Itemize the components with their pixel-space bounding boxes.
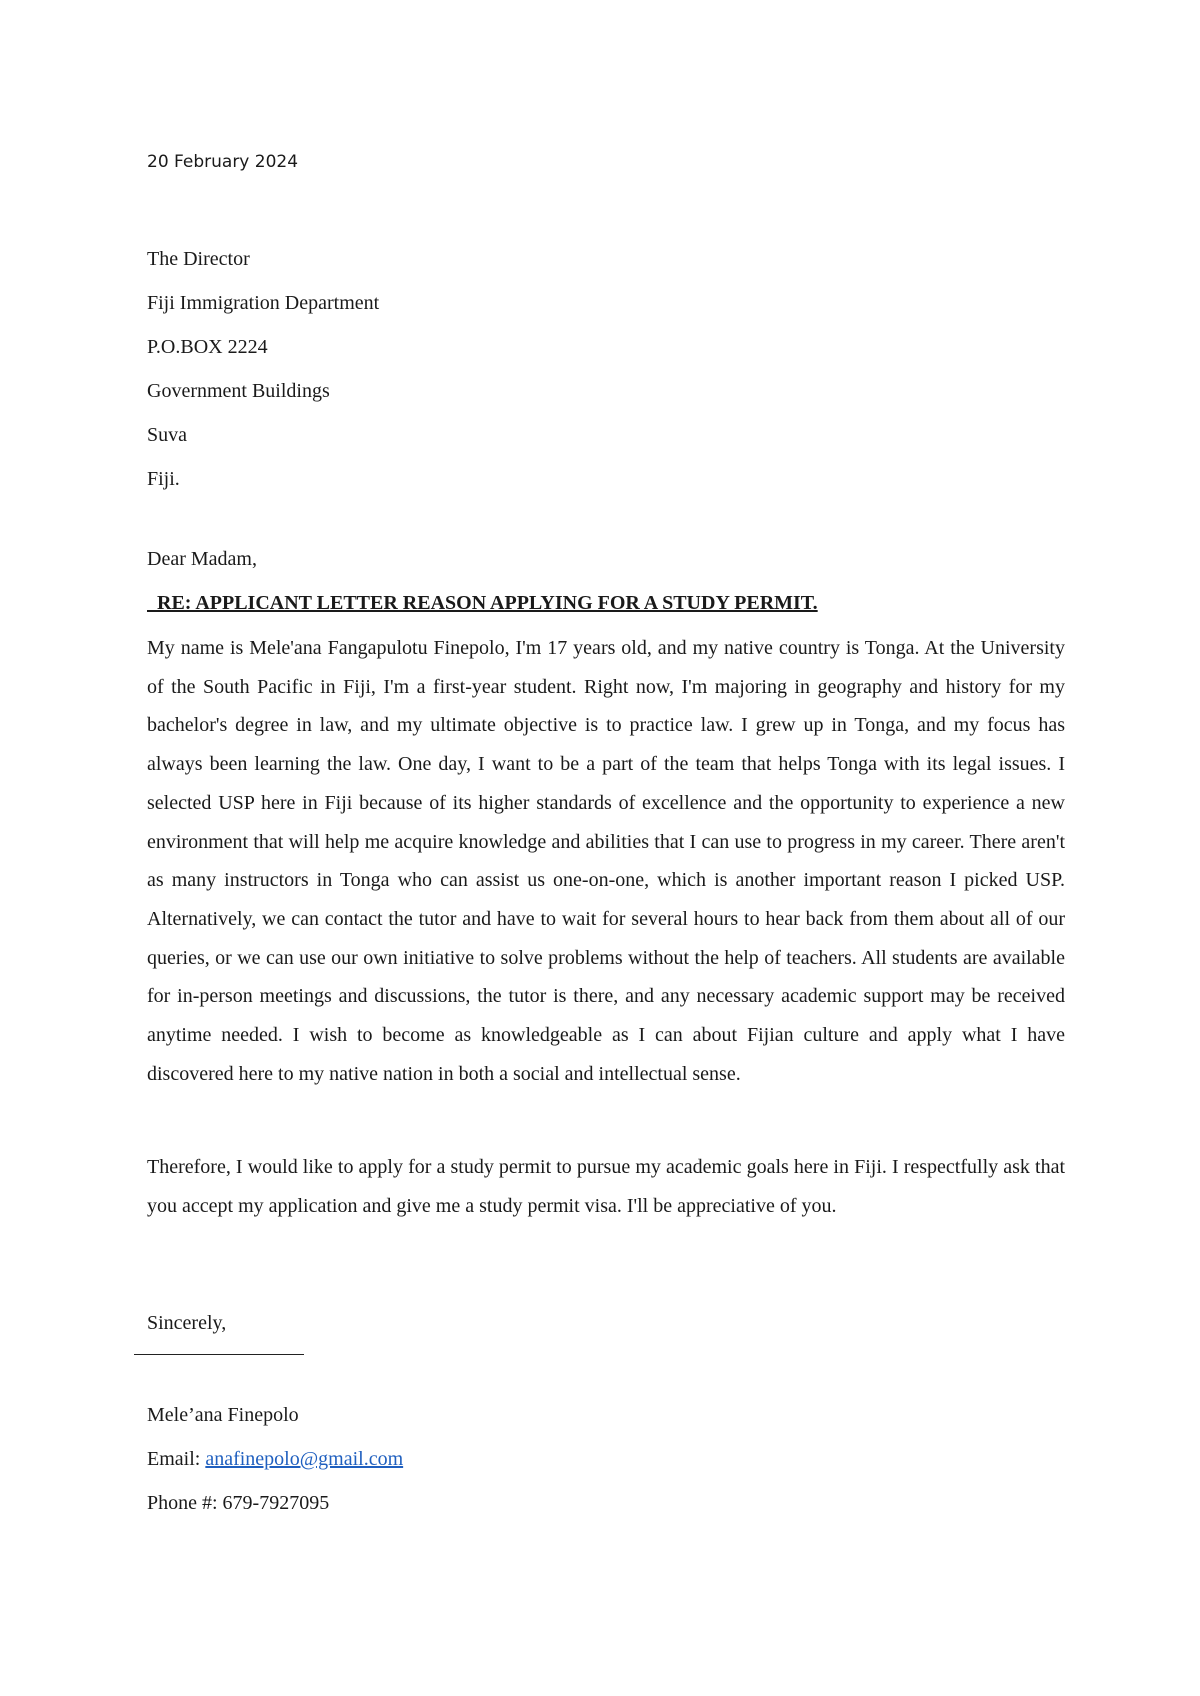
subject-line: RE: APPLICANT LETTER REASON APPLYING FOR A STUDY PERMIT. (147, 592, 818, 614)
recipient-address (147, 237, 379, 501)
signature-line (134, 1354, 304, 1355)
recipient-title: The Director (147, 248, 250, 270)
body-paragraph-2: Therefore, I would like to apply for a study permit to pursue my academic goals here in Fiji. I respectfully ask that you accept my application and give me a study permit visa. I'll be appreciative of you. (147, 1156, 1065, 1217)
letter-date: 20 February 2024 (147, 152, 299, 172)
email-link[interactable]: anafinepolo@gmail.com (205, 1448, 404, 1470)
salutation: Dear Madam, (147, 548, 257, 570)
closing: Sincerely, (147, 1312, 227, 1334)
email-row (147, 1437, 403, 1481)
recipient-building: Government Buildings (147, 380, 330, 402)
phone-number: Phone #: 679-7927095 (147, 1492, 330, 1514)
signer-name: Mele’ana Finepolo (147, 1404, 299, 1426)
recipient-department: Fiji Immigration Department (147, 292, 380, 314)
body-paragraph-1: My name is Mele'ana Fangapulotu Finepolo, I'm 17 years old, and my native country is Tonga. At the University of the South Pacific in Fiji, I'm a first-year student. Right now, I'm majoring in geography and history for my bachelor's degree in law, and my ultimate objective is to practice law. I grew up in Tonga, and my focus has always been learning the law. One day, I want to be a part of the team that helps Tonga with its legal issues. I selected USP here in Fiji because of its higher standards of excellence and the opportunity to experience a new environment that will help me acquire knowledge and abilities that I can use to progress in my career. There aren't as many instructors in Tonga who can assist us one-on-one, which is another important reason I picked USP. Alternatively, we can contact the tutor and have to wait for several hours to hear back from them about all of our queries, or we can use our own initiative to solve problems without the help of teachers. All students are available for in-person meetings and discussions, the tutor is there, and any necessary academic support may be received anytime needed. I wish to become as knowledgeable as I can about Fijian culture and apply what I have discovered here to my native nation in both a social and intellectual sense. (147, 637, 1065, 1085)
email-label: Email: (147, 1448, 206, 1470)
recipient-po-box: P.O.BOX 2224 (147, 336, 268, 358)
signature-block (147, 1393, 403, 1525)
recipient-country: Fiji. (147, 468, 180, 490)
recipient-city: Suva (147, 424, 187, 446)
